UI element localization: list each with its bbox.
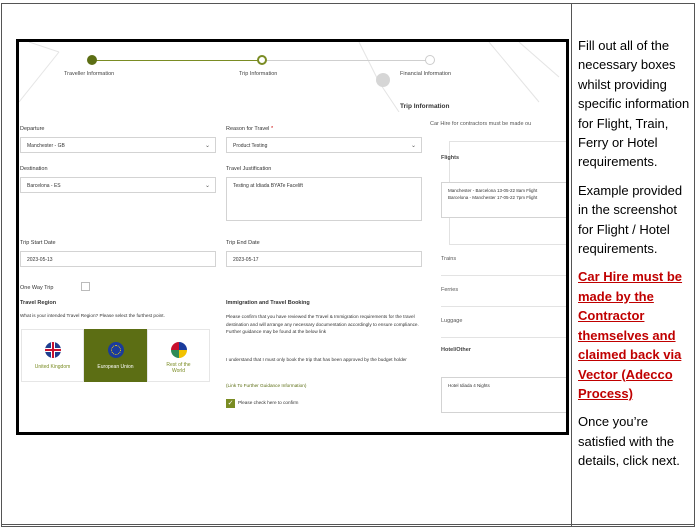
ferries-option[interactable]: Ferries — [441, 287, 459, 293]
chevron-down-icon: ⌄ — [410, 143, 416, 149]
screenshot-frame — [16, 39, 569, 435]
travel-region-label: Travel Region — [20, 300, 57, 306]
row-divider — [2, 524, 694, 525]
confirm-checkbox[interactable] — [226, 399, 235, 408]
step-2-active-icon[interactable] — [257, 55, 267, 65]
region-label-eu: European Union — [97, 364, 134, 370]
step-1-label: Traveller Information — [64, 71, 115, 77]
guidance-link[interactable]: (Link To Further Guidance Information) — [226, 383, 307, 388]
eu-flag-icon — [108, 342, 124, 358]
step-2-label: Trip Information — [239, 71, 278, 77]
justification-label: Travel Justification — [226, 166, 272, 172]
immigration-label: Immigration and Travel Booking — [226, 300, 310, 306]
departure-select[interactable]: Manchester - GB ⌄ — [20, 137, 216, 153]
car-hire-note: Car Hire for contractors must be made ou — [430, 121, 532, 127]
step-3-icon[interactable] — [425, 55, 435, 65]
instruction-paragraph-2: Example provided in the screenshot for Flight / Hotel requirements. — [578, 182, 683, 257]
luggage-option[interactable]: Luggage — [441, 318, 463, 324]
progress-stepper — [19, 42, 566, 88]
confirm-label: Please check here to confirm — [238, 400, 299, 405]
destination-label: Destination — [20, 166, 48, 172]
chevron-down-icon: ⌄ — [204, 143, 210, 149]
world-flags-icon — [171, 342, 187, 358]
region-rest-of-world[interactable] — [147, 329, 210, 382]
divider — [441, 306, 566, 307]
immigration-text: Please confirm that you have reviewed the Travel & Immigration requirements for the travel destination and will arrange any necessary documentation accordingly to ensure compliance. Further guidance may be found at the below link — [226, 314, 419, 334]
flight-line-2: Barcelona - Manchester 17-05-22 7pm Flight — [448, 194, 538, 200]
instruction-paragraph-3: Once you’re satisfied with the details, click next. — [578, 414, 680, 469]
reason-label: Reason for Travel * — [226, 126, 274, 132]
region-european-union[interactable] — [84, 329, 147, 382]
one-way-checkbox[interactable] — [81, 282, 90, 291]
uk-flag-icon — [45, 342, 61, 358]
one-way-label: One Way Trip — [20, 285, 54, 291]
start-date-label: Trip Start Date — [20, 240, 56, 246]
instructions-column — [578, 36, 691, 480]
region-label-uk: United Kingdom — [34, 364, 71, 370]
step-3-label: Financial Information — [400, 71, 452, 77]
stepper-line-done — [95, 60, 260, 61]
justification-textarea[interactable]: Testing at Idiada BYATe Facelift — [226, 177, 422, 221]
departure-label: Departure — [20, 126, 45, 132]
divider — [441, 275, 566, 276]
step-1-complete-icon[interactable] — [87, 55, 97, 65]
region-label-rest: Rest of the World — [166, 362, 191, 374]
end-date-label: Trip End Date — [226, 240, 260, 246]
hotel-textarea[interactable]: Hotel Idiada 4 Nights — [441, 377, 569, 413]
section-title: Trip Information — [400, 103, 450, 110]
flight-line-1: Manchester - Barcelona 13-05-22 8am Flight — [448, 188, 538, 193]
end-date-input[interactable]: 2023-05-17 — [226, 251, 422, 267]
travel-region-question: What is your intended Travel Region? Please select the furthest point. — [20, 313, 165, 318]
start-date-input[interactable]: 2023-05-13 — [20, 251, 216, 267]
stepper-line — [264, 60, 429, 61]
column-divider — [571, 4, 572, 526]
instruction-paragraph-1: Fill out all of the necessary boxes whilst providing specific information for Flight, Train, Ferry or Hotel requirements. — [578, 38, 690, 170]
trains-option[interactable]: Trains — [441, 256, 457, 262]
divider — [441, 337, 566, 338]
flights-label: Flights — [441, 155, 460, 161]
flights-textarea[interactable] — [441, 182, 569, 218]
reason-select[interactable]: Product Testing ⌄ — [226, 137, 422, 153]
checkmark-icon: ✓ — [227, 400, 234, 407]
hotel-label: Hotel/Other — [441, 347, 471, 353]
car-hire-warning: Car Hire must be made by the Contractor themselves and claimed back via Vector (Adecco Process) — [578, 269, 683, 401]
region-united-kingdom[interactable] — [21, 329, 84, 382]
destination-select[interactable]: Barcelona - ES ⌄ — [20, 177, 216, 193]
budget-holder-text: I understand that I must only book the trip that has been approved by the budget holder — [226, 357, 407, 362]
chevron-down-icon: ⌄ — [204, 183, 210, 189]
